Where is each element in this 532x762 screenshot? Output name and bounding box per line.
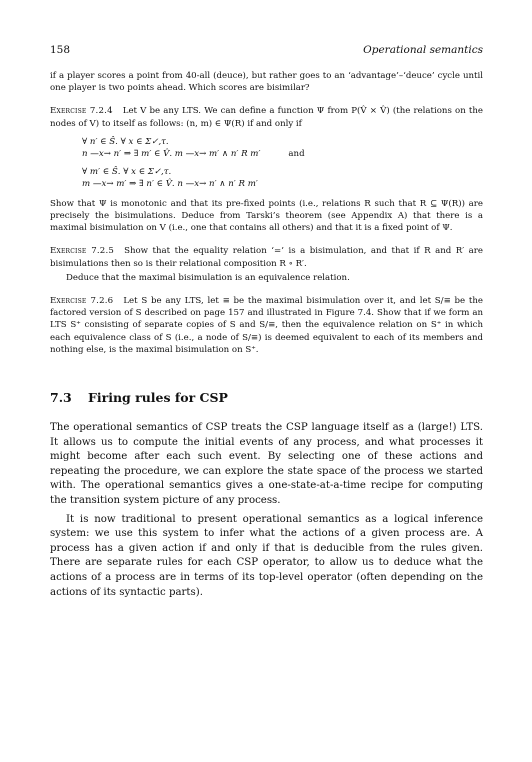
exercise-7-2-4-body: Let V be any LTS. We can define a function Ψ from P(V̂ × V̂) (the relations on the nodes of V) to itself as follows: (n, m) ∈ Ψ(R) if and only if (50, 106, 483, 129)
body-paragraph-1: The operational semantics of CSP treats the CSP language itself as a (large!) LTS. It allows us to compute the initial events of any process, and what processes it might become after each such event. By selecting one of these actions and repeating the procedure, we can explore the state space of the process we started with. The operational semantics gives a one-state-at-a-time recipe for computing the transition system picture of any process. (50, 422, 483, 507)
exercise-7-2-5 (50, 245, 483, 284)
exercise-7-2-6 (50, 295, 483, 356)
exercise-7-2-6-label: Exercise 7.2.6 (50, 296, 114, 307)
math-line-4: m —x→ m′ ⇒ ∃ n′ ∈ V̂. n —x→ n′ ∧ n′ R m′ (82, 178, 258, 189)
exercise-7-2-5-text (50, 245, 483, 269)
exercise-7-2-4-text (50, 105, 483, 129)
math-line-3: ∀ m′ ∈ Ŝ. ∀ x ∈ Σ✓,τ. (82, 166, 172, 177)
section-heading (50, 390, 483, 405)
math-and: and (288, 148, 305, 159)
section-number: 7.3 (50, 390, 72, 406)
exercise-7-2-4 (50, 105, 483, 234)
body-paragraph-2: It is now traditional to present operational semantics as a logical inference system: we use this system to infer what the actions of a given process are. A process has a given action if and only if that is deducible from the rules given. There are separate rules for each CSP operator, to allow us to deduce what the actions of a process are in terms of its top-level operator (often depending on the actions of its syntactic parts). (50, 513, 483, 598)
section-title: Firing rules for CSP (88, 390, 228, 406)
running-title: Operational semantics (363, 44, 483, 56)
running-header (50, 44, 483, 60)
exercise-7-2-6-body: Let S be any LTS, let ≡ be the maximal bisimulation over it, and let S/≡ be the factored version of S described on page 157 and illustrated in Figure 7.4. Show that if we form an LTS S⁺ consisting of separate copies of S and S/≡, then the equivalence relation on S⁺ in which each equivalence class of S (i.e., a node of S/≡) is deemed equivalent to each of its members and nothing else, is the maximal bisimulation on S⁺. (50, 296, 483, 355)
exercise-7-2-5-body: Show that the equality relation ‘=’ is a bisimulation, and that if R and R′ are bisimulations then so is their relational composition R ∘ R′. (50, 246, 483, 269)
exercise-7-2-4-after: Show that Ψ is monotonic and that its pre-fixed points (i.e., relations R such that R ⊆ Ψ(R)) are precisely the bisimulations. Deduce from Tarski’s theorem (see Appendix A) that there is a maximal bisimulation on V (i.e., one that contains all others) and that it is a fixed point of Ψ. (50, 198, 483, 234)
bisimulation-condition (82, 136, 483, 190)
page (50, 44, 483, 600)
intro-paragraph: if a player scores a point from 40-all (deuce), but rather goes to an ‘advantage’–‘deuce’ cycle until one player is two points ahead. Which scores are bisimilar? (50, 71, 483, 94)
exercise-7-2-6-text (50, 295, 483, 356)
exercise-7-2-4-label: Exercise 7.2.4 (50, 106, 113, 117)
exercise-7-2-5-label: Exercise 7.2.5 (50, 246, 115, 257)
page-number: 158 (50, 44, 71, 56)
math-line-2-row (82, 148, 483, 160)
exercise-7-2-5-para2: Deduce that the maximal bisimulation is an equivalence relation. (66, 272, 350, 283)
math-line-1: ∀ n′ ∈ Ŝ. ∀ x ∈ Σ✓,τ. (82, 136, 169, 147)
math-line-2: n —x→ n′ ⇒ ∃ m′ ∈ V̂. m —x→ m′ ∧ n′ R m′ (82, 148, 261, 159)
